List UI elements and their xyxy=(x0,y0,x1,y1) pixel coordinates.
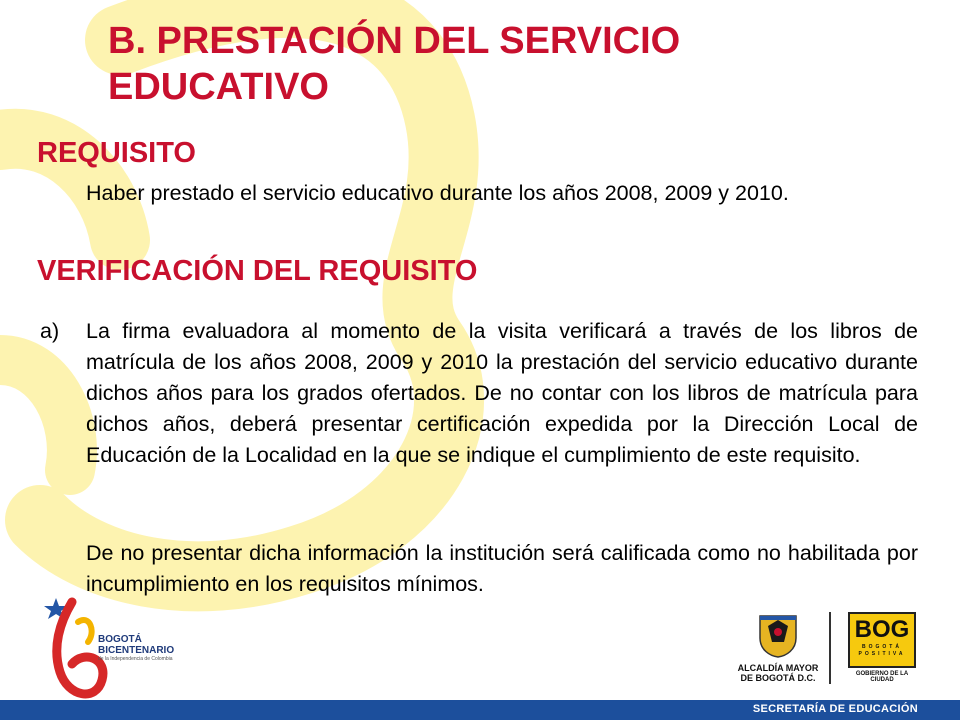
bicentenario-line-3: de la Independencia de Colombia xyxy=(98,656,173,662)
requisito-heading: REQUISITO xyxy=(37,137,196,169)
bicentenario-text xyxy=(98,634,174,663)
alcaldia-logo xyxy=(736,612,820,683)
coat-of-arms-icon xyxy=(756,612,800,658)
footer-bar xyxy=(0,700,960,720)
list-item-marker: a) xyxy=(40,319,60,343)
alcaldia-line-1: ALCALDÍA MAYOR xyxy=(737,663,819,673)
bog-sub-1: BOGOTÁ xyxy=(862,644,902,650)
bog-sub-2: POSITIVA xyxy=(858,651,906,657)
bogota-positiva-logo xyxy=(848,612,916,683)
bicentenario-line-1: BOGOTÁ xyxy=(98,634,142,645)
footer-label: SECRETARÍA DE EDUCACIÓN xyxy=(752,703,918,715)
verificacion-paragraph-2: De no presentar dicha información la institución será calificada como no habilitada por incumplimiento en los requisitos mínimos. xyxy=(86,541,918,596)
slide-title: B. PRESTACIÓN DEL SERVICIO EDUCATIVO xyxy=(108,20,681,108)
bog-word: BOG xyxy=(854,616,910,643)
bog-logo-box xyxy=(848,612,916,668)
verificacion-heading: VERIFICACIÓN DEL REQUISITO xyxy=(37,255,478,287)
requisito-text: Haber prestado el servicio educativo durante los años 2008, 2009 y 2010. xyxy=(86,181,789,205)
bog-caption: GOBIERNO DE LA CIUDAD xyxy=(855,671,909,683)
logo-divider xyxy=(829,612,831,684)
bicentenario-line-2: BICENTENARIO xyxy=(98,645,175,656)
verificacion-paragraph-1: La firma evaluadora al momento de la visita verificará a través de los libros de matrícula de los años 2008, 2009 y 2010 la prestación del servicio educativo durante dichos años para los grados ofertados. De no contar con los libros de matrícula para dichos años, deberá presentar certificación expedida por la Dirección Local de Educación de la Localidad en la que se indique el cumplimiento de este requisito. xyxy=(86,319,918,467)
alcaldia-line-2: DE BOGOTÁ D.C. xyxy=(740,673,816,683)
